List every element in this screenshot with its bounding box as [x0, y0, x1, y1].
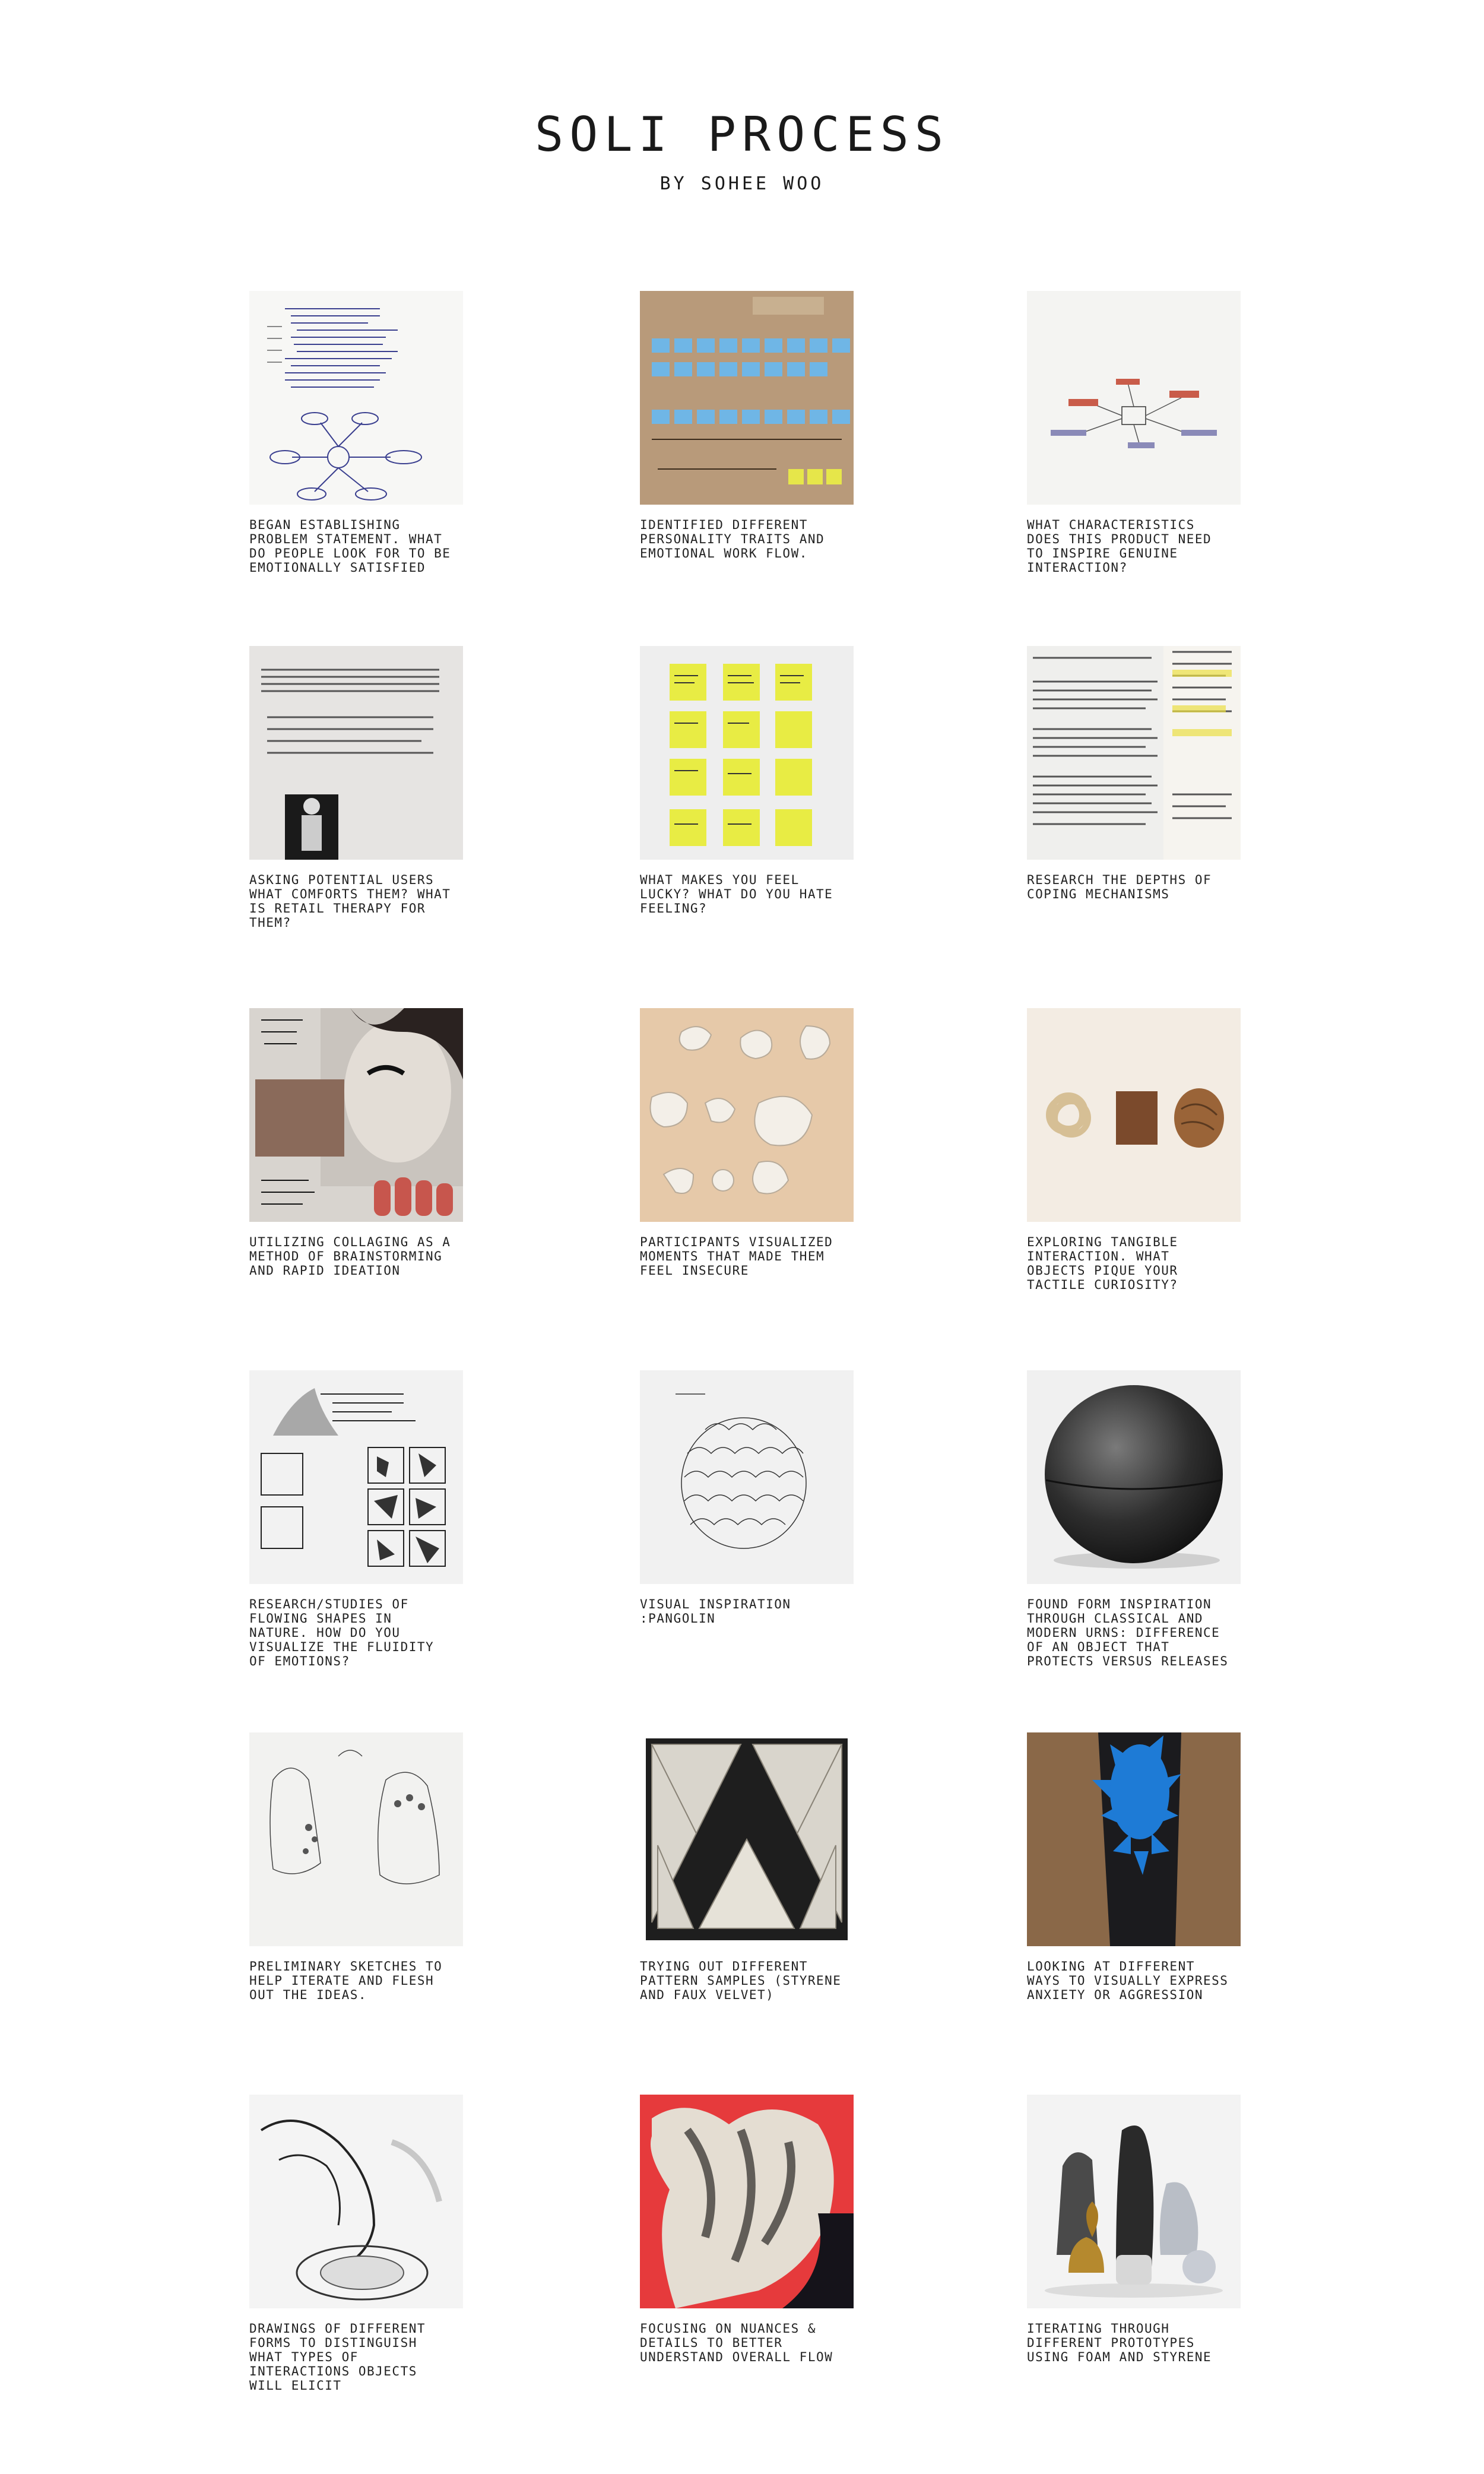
- clay-forms-icon: [640, 1008, 854, 1222]
- process-item-18: [1027, 2095, 1247, 2364]
- tactile-objects-icon: [1027, 1008, 1241, 1222]
- process-caption: RESEARCH THE DEPTHS OF COPING MECHANISMS: [1027, 873, 1212, 901]
- process-caption: LOOKING AT DIFFERENT WAYS TO VISUALLY EXPRESS ANXIETY OR AGGRESSION: [1027, 1959, 1229, 2002]
- process-caption: FOCUSING ON NUANCES & DETAILS TO BETTER UNDERSTAND OVERALL FLOW: [640, 2321, 833, 2364]
- process-item-7: [249, 1008, 469, 1278]
- process-item-13: [249, 1732, 469, 2002]
- process-caption: FOUND FORM INSPIRATION THROUGH CLASSICAL AND MODERN URNS: DIFFERENCE OF AN OBJECT THAT PROTECTS VERSUS RELEASES: [1027, 1597, 1229, 1668]
- process-item-10: [249, 1370, 469, 1668]
- pangolin-sketch-icon: [640, 1370, 854, 1584]
- process-item-5: [640, 646, 860, 916]
- sticky-board-icon: [640, 291, 854, 505]
- draped-form-icon: [640, 2095, 854, 2308]
- process-caption: UTILIZING COLLAGING AS A METHOD OF BRAINSTORMING AND RAPID IDEATION: [249, 1235, 451, 1278]
- process-caption: WHAT MAKES YOU FEEL LUCKY? WHAT DO YOU HATE FEELING?: [640, 873, 833, 916]
- process-item-16: [249, 2095, 469, 2393]
- process-item-4: [249, 646, 469, 930]
- process-caption: BEGAN ESTABLISHING PROBLEM STATEMENT. WHAT DO PEOPLE LOOK FOR TO BE EMOTIONALLY SATISFIED: [249, 518, 451, 575]
- process-caption: PRELIMINARY SKETCHES TO HELP ITERATE AND FLESH OUT THE IDEAS.: [249, 1959, 443, 2002]
- process-caption: ITERATING THROUGH DIFFERENT PROTOTYPES USING FOAM AND STYRENE: [1027, 2321, 1212, 2364]
- mindmap-icon: [1027, 291, 1241, 505]
- coping-article-icon: [1027, 646, 1241, 860]
- process-caption: IDENTIFIED DIFFERENT PERSONALITY TRAITS AND EMOTIONAL WORK FLOW.: [640, 518, 825, 560]
- process-item-9: [1027, 1008, 1247, 1292]
- process-item-12: [1027, 1370, 1247, 1668]
- process-item-2: [640, 291, 860, 560]
- prototype-group-icon: [1027, 2095, 1241, 2308]
- page-title: SOLI PROCESS: [535, 107, 949, 162]
- notes-mindmap-icon: [249, 291, 463, 505]
- process-item-17: [640, 2095, 860, 2364]
- process-item-1: [249, 291, 469, 575]
- collage-icon: [249, 1008, 463, 1222]
- black-sphere-icon: [1027, 1370, 1241, 1584]
- process-item-14: [640, 1732, 860, 2002]
- form-drawing-icon: [249, 2095, 463, 2308]
- shape-studies-icon: [249, 1370, 463, 1584]
- process-caption: ASKING POTENTIAL USERS WHAT COMFORTS THEM? WHAT IS RETAIL THERAPY FOR THEM?: [249, 873, 451, 930]
- survey-doc-icon: [249, 646, 463, 860]
- pattern-sample-icon: [640, 1732, 854, 1946]
- process-caption: WHAT CHARACTERISTICS DOES THIS PRODUCT NEED TO INSPIRE GENUINE INTERACTION?: [1027, 518, 1212, 575]
- figure-sketches-icon: [249, 1732, 463, 1946]
- process-caption: TRYING OUT DIFFERENT PATTERN SAMPLES (STYRENE AND FAUX VELVET): [640, 1959, 842, 2002]
- yellow-notes-icon: [640, 646, 854, 860]
- author-byline: BY SOHEE WOO: [659, 173, 825, 194]
- process-caption: EXPLORING TANGIBLE INTERACTION. WHAT OBJECTS PIQUE YOUR TACTILE CURIOSITY?: [1027, 1235, 1178, 1292]
- process-item-11: [640, 1370, 860, 1626]
- process-caption: DRAWINGS OF DIFFERENT FORMS TO DISTINGUISH WHAT TYPES OF INTERACTIONS OBJECTS WILL ELICIT: [249, 2321, 426, 2393]
- process-caption: VISUAL INSPIRATION :PANGOLIN: [640, 1597, 791, 1626]
- blue-spikes-icon: [1027, 1732, 1241, 1946]
- process-caption: PARTICIPANTS VISUALIZED MOMENTS THAT MADE THEM FEEL INSECURE: [640, 1235, 833, 1278]
- process-item-6: [1027, 646, 1247, 901]
- process-item-3: [1027, 291, 1247, 575]
- process-caption: RESEARCH/STUDIES OF FLOWING SHAPES IN NATURE. HOW DO YOU VISUALIZE THE FLUIDITY OF EMOTIONS?: [249, 1597, 435, 1668]
- process-item-15: [1027, 1732, 1247, 2002]
- process-item-8: [640, 1008, 860, 1278]
